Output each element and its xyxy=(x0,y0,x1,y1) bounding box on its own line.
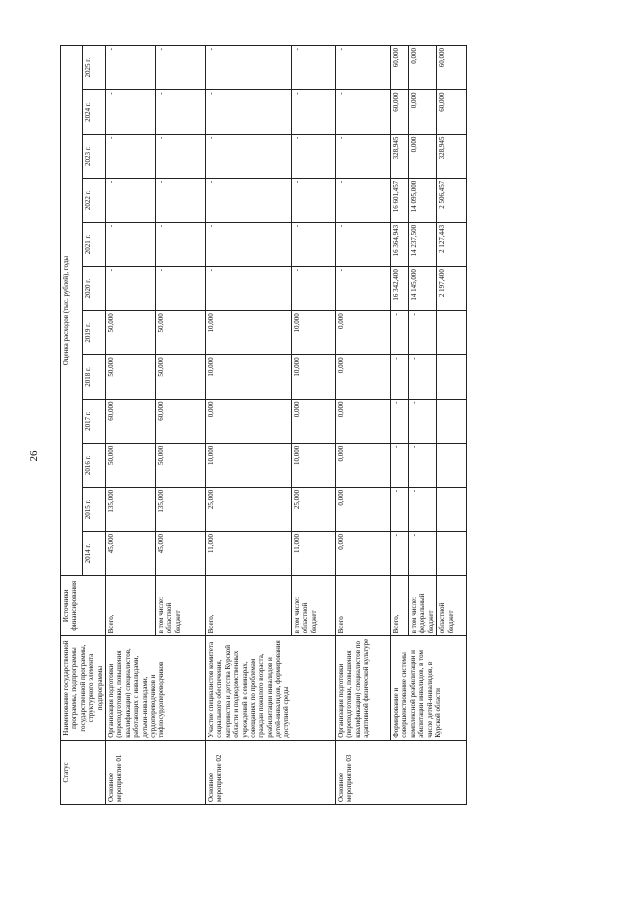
value-cell: - xyxy=(291,222,335,266)
value-cell: - xyxy=(291,134,335,178)
row-source: Всего, xyxy=(205,576,291,636)
row-name: Организация подготовки (переподготовки, повышения квалификации) специалистов по адаптивной физической культуре xyxy=(335,636,390,740)
value-cell: - xyxy=(155,134,205,178)
value-cell: - xyxy=(105,267,155,311)
value-cell: - xyxy=(105,178,155,222)
value-cell: - xyxy=(155,267,205,311)
year-header: 2017 г. xyxy=(83,399,105,443)
value-cell: - xyxy=(390,532,408,576)
row-source: областной бюджет xyxy=(437,576,467,636)
header-source: Источники финансирования xyxy=(61,576,106,636)
value-cell: 0,000 xyxy=(335,399,390,443)
table-row xyxy=(105,46,155,805)
value-cell: 135,000 xyxy=(105,487,155,531)
value-cell xyxy=(437,532,467,576)
value-cell: - xyxy=(155,222,205,266)
value-cell: 0,000 xyxy=(408,134,436,178)
value-cell: - xyxy=(408,311,436,355)
value-cell xyxy=(437,443,467,487)
value-cell: 50,000 xyxy=(105,443,155,487)
header-estimate: Оценка расходов (тыс. рублей), годы xyxy=(61,46,83,576)
value-cell: 0,000 xyxy=(408,46,436,90)
value-cell: 0,000 xyxy=(335,311,390,355)
value-cell: 135,000 xyxy=(155,487,205,531)
value-cell: - xyxy=(335,46,390,90)
value-cell: 45,000 xyxy=(105,532,155,576)
value-cell: 60,000 xyxy=(390,46,408,90)
value-cell xyxy=(437,487,467,531)
value-cell: 25,000 xyxy=(291,487,335,531)
year-header: 2021 г. xyxy=(83,222,105,266)
year-header: 2022 г. xyxy=(83,178,105,222)
value-cell: 14 145,000 xyxy=(408,267,436,311)
value-cell: - xyxy=(105,90,155,134)
value-cell: - xyxy=(335,222,390,266)
value-cell: - xyxy=(390,487,408,531)
value-cell: - xyxy=(408,399,436,443)
row-source: в том числе: областной бюджет xyxy=(155,576,205,636)
value-cell: 10,000 xyxy=(291,311,335,355)
value-cell: 0,000 xyxy=(291,399,335,443)
row-source: Всего, xyxy=(390,576,408,636)
year-header: 2023 г. xyxy=(83,134,105,178)
value-cell: 60,000 xyxy=(437,46,467,90)
value-cell: 50,000 xyxy=(105,311,155,355)
value-cell: - xyxy=(205,222,291,266)
value-cell: 10,000 xyxy=(205,443,291,487)
year-header: 2018 г. xyxy=(83,355,105,399)
value-cell: - xyxy=(335,178,390,222)
value-cell: - xyxy=(408,532,436,576)
value-cell: 0,000 xyxy=(335,532,390,576)
value-cell: - xyxy=(408,355,436,399)
table-row xyxy=(390,46,408,805)
value-cell: 328,945 xyxy=(390,134,408,178)
value-cell: - xyxy=(408,487,436,531)
value-cell: - xyxy=(335,134,390,178)
year-header: 2015 г. xyxy=(83,487,105,531)
value-cell: 0,000 xyxy=(335,355,390,399)
value-cell: - xyxy=(205,46,291,90)
rotated-content xyxy=(60,45,640,805)
header-name: Наименование государственной программы, подпрограммы государственной программы, структурного элемента подпрограммы xyxy=(61,636,106,740)
row-status: Основное мероприятие 02 xyxy=(205,740,335,804)
value-cell: - xyxy=(291,178,335,222)
value-cell: - xyxy=(205,90,291,134)
year-header: 2014 г. xyxy=(83,532,105,576)
value-cell: 328,945 xyxy=(437,134,467,178)
value-cell: 0,000 xyxy=(205,399,291,443)
value-cell: 2 506,457 xyxy=(437,178,467,222)
value-cell: 60,000 xyxy=(390,90,408,134)
value-cell: 0,000 xyxy=(335,487,390,531)
value-cell: 0,000 xyxy=(335,443,390,487)
row-source: в том числе: федеральный бюджет xyxy=(408,576,436,636)
value-cell xyxy=(437,355,467,399)
value-cell xyxy=(437,399,467,443)
value-cell: - xyxy=(291,267,335,311)
row-name: Организация подготовки (переподготовки, повышения квалификации) специалистов, работающих с инвалидами, детьми-инвалидами, сурдопереводчиков и тифлосурдопереводчиков xyxy=(105,636,205,740)
value-cell: 10,000 xyxy=(291,443,335,487)
value-cell: - xyxy=(291,90,335,134)
value-cell: - xyxy=(205,134,291,178)
value-cell: 60,000 xyxy=(105,399,155,443)
value-cell: - xyxy=(335,267,390,311)
header-status: Статус xyxy=(61,740,106,804)
value-cell: 60,000 xyxy=(155,399,205,443)
row-name: Формирование и совершенствование системы комплексной реабилитации и абилитации инвалидов, в том числе детей-инвалидов, в Курской области xyxy=(390,636,466,740)
value-cell: - xyxy=(390,399,408,443)
value-cell: - xyxy=(335,90,390,134)
value-cell: - xyxy=(155,90,205,134)
value-cell xyxy=(437,311,467,355)
year-header: 2020 г. xyxy=(83,267,105,311)
value-cell: 2 197,400 xyxy=(437,267,467,311)
value-cell: 14 237,500 xyxy=(408,222,436,266)
year-header: 2024 г. xyxy=(83,90,105,134)
budget-table xyxy=(60,45,467,805)
row-name: Участие специалистов комитета социального обеспечения, материнства и детства Курской области и подведомственных учреждений в семинарах, совещаниях по проблемам граждан пожилого возраста, реабилитации инвалидов и детей-инвалидов, формирования доступной среды xyxy=(205,636,335,740)
value-cell: 2 127,443 xyxy=(437,222,467,266)
value-cell: 16 342,400 xyxy=(390,267,408,311)
value-cell: 50,000 xyxy=(155,311,205,355)
value-cell: - xyxy=(390,355,408,399)
row-status: Основное мероприятие 01 xyxy=(105,740,205,804)
value-cell: 60,000 xyxy=(437,90,467,134)
value-cell: - xyxy=(390,311,408,355)
value-cell: - xyxy=(291,46,335,90)
table-header-row xyxy=(61,46,83,805)
value-cell: 10,000 xyxy=(205,311,291,355)
value-cell: - xyxy=(205,267,291,311)
value-cell: 16 601,457 xyxy=(390,178,408,222)
rotated-sheet xyxy=(60,45,640,805)
value-cell: 11,000 xyxy=(291,532,335,576)
value-cell: - xyxy=(105,222,155,266)
page-number: 26 xyxy=(28,450,40,462)
row-source: Всего, xyxy=(105,576,155,636)
row-source: в том числе: областной бюджет xyxy=(291,576,335,636)
row-status: Основное мероприятие 03 xyxy=(335,740,466,804)
value-cell: 16 364,943 xyxy=(390,222,408,266)
value-cell: - xyxy=(105,134,155,178)
value-cell: - xyxy=(205,178,291,222)
year-header: 2016 г. xyxy=(83,443,105,487)
value-cell: 14 095,000 xyxy=(408,178,436,222)
value-cell: 0,000 xyxy=(408,90,436,134)
value-cell: 50,000 xyxy=(155,355,205,399)
table-row xyxy=(205,46,291,805)
value-cell: 10,000 xyxy=(291,355,335,399)
value-cell: 11,000 xyxy=(205,532,291,576)
value-cell: 10,000 xyxy=(205,355,291,399)
value-cell: 50,000 xyxy=(105,355,155,399)
value-cell: 50,000 xyxy=(155,443,205,487)
value-cell: - xyxy=(155,46,205,90)
row-source: Всего xyxy=(335,576,390,636)
value-cell: - xyxy=(408,443,436,487)
value-cell: - xyxy=(390,443,408,487)
year-header: 2025 г. xyxy=(83,46,105,90)
value-cell: 45,000 xyxy=(155,532,205,576)
value-cell: - xyxy=(105,46,155,90)
year-header: 2019 г. xyxy=(83,311,105,355)
value-cell: 25,000 xyxy=(205,487,291,531)
value-cell: - xyxy=(155,178,205,222)
table-row xyxy=(335,46,390,805)
